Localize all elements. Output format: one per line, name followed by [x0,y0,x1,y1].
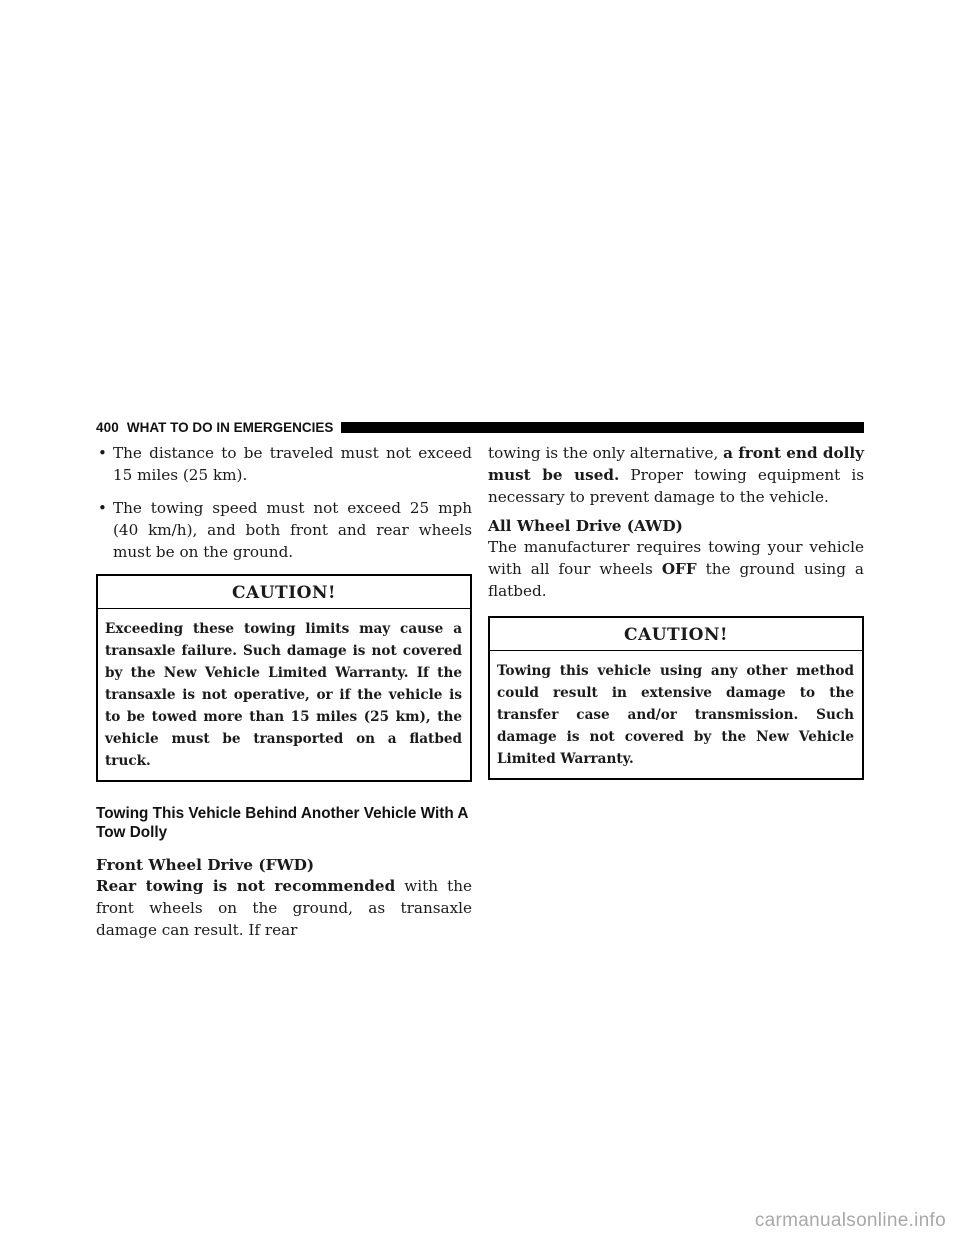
header-rule [341,422,864,433]
list-item-text: The distance to be traveled must not exceed 15 miles (25 km). [113,444,472,484]
awd-bold: OFF [661,560,697,578]
continued-paragraph [488,442,864,508]
towing-limits-list [96,442,472,563]
fwd-text: with the front wheels on the ground, as transaxle damage can result. If rear [96,877,472,939]
cont-text-after: Proper towing equipment is necessary to prevent damage to the vehicle. [488,466,864,506]
section-heading-tow-dolly: Towing This Vehicle Behind Another Vehicle With A Tow Dolly [96,805,468,841]
caution-body: Exceeding these towing limits may cause a transaxle failure. Such damage is not covered by the New Vehicle Limited Warranty. If the transaxle is not operative, or if the vehicle is to be towed more than 15 miles (25 km), the vehicle must be transported on a flatbed truck. [105,621,462,769]
right-column [488,442,864,794]
list-item [96,497,472,563]
left-column [96,442,472,941]
list-item [96,442,472,486]
awd-text-before: The manufacturer requires towing your vehicle with all four wheels [488,538,864,578]
watermark: carmanualsonline.info [754,1210,946,1231]
list-item-text: The towing speed must not exceed 25 mph (40 km/h), and both front and rear wheels must be on the ground. [113,499,472,561]
cont-bold: a front end dolly must be used. [488,444,864,484]
fwd-paragraph [96,875,472,941]
page-header [96,417,864,437]
bullet-icon: • [98,444,107,462]
awd-text-after: the ground using a flatbed. [488,560,864,600]
caution-title: CAUTION! [490,618,862,651]
awd-paragraph [488,536,864,602]
awd-heading: All Wheel Drive (AWD) [488,517,683,535]
caution-title: CAUTION! [98,576,470,609]
bullet-icon: • [98,499,107,517]
caution-body: Towing this vehicle using any other method could result in extensive damage to the transfer case and/or transmission. Such damage is not covered by the New Vehicle Limited Warranty. [497,663,854,767]
caution-box-transaxle [96,574,472,782]
section-title: WHAT TO DO IN EMERGENCIES [126,419,334,435]
cont-text-before: towing is the only alternative, [488,444,724,462]
fwd-bold-lead: Rear towing is not recommended [96,877,396,895]
fwd-heading: Front Wheel Drive (FWD) [96,856,315,874]
caution-box-transfer-case [488,616,864,780]
page-number: 400 [96,419,119,435]
